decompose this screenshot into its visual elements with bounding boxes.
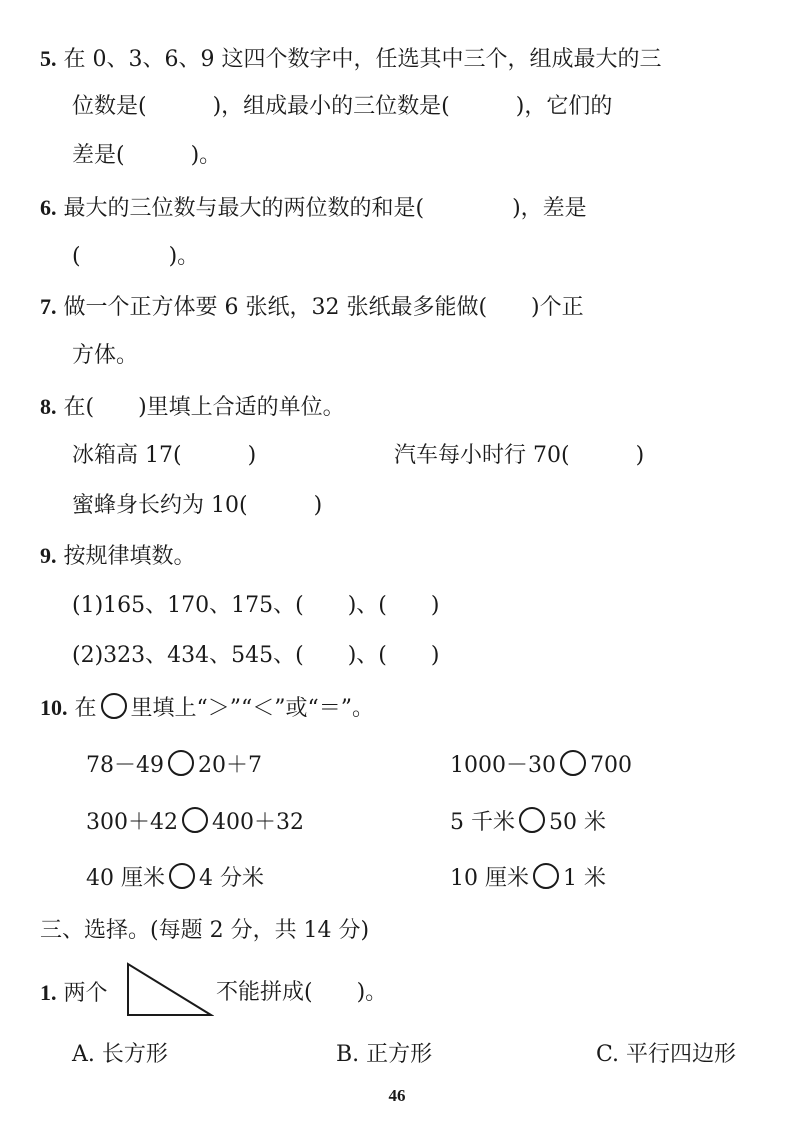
page-number: 46 [388, 1086, 406, 1105]
compare-circle-icon[interactable] [168, 750, 194, 776]
s3-q1-option-b[interactable]: B. 正方形 [336, 1042, 433, 1067]
q10-expr: 5 千米 [450, 810, 515, 835]
compare-circle-icon[interactable] [182, 807, 208, 833]
q10-number: 10. [40, 695, 68, 720]
q9-item-1: (1)165、170、175、( )、( ) [72, 593, 440, 618]
q10-expr: 700 [589, 753, 632, 778]
q7-line2: 方体。 [72, 343, 139, 368]
q10-row-3-left [86, 863, 264, 894]
s3-q1-option-a[interactable]: A. 长方形 [72, 1042, 168, 1067]
q10-expr: 78－49 [86, 753, 164, 778]
q8-item-3: 蜜蜂身长约为 10( ) [72, 493, 323, 518]
q5-line1 [40, 44, 661, 75]
q9-title [40, 541, 196, 572]
compare-circle-icon[interactable] [519, 807, 545, 833]
q10-expr: 10 厘米 [450, 866, 529, 891]
q7-text-1: 做一个正方体要 6 张纸，32 张纸最多能做( )个正 [63, 295, 584, 320]
section-3-title: 三、选择。(每题 2 分，共 14 分) [40, 918, 370, 943]
q8-item-2: 汽车每小时行 70( ) [394, 443, 645, 468]
q6-text-1: 最大的三位数与最大的两位数的和是( )，差是 [63, 196, 587, 221]
s3-q1-number: 1. [40, 980, 57, 1005]
s3-q1-text-after: 不能拼成( )。 [216, 980, 388, 1005]
q8-title-text: 在( )里填上合适的单位。 [63, 395, 345, 420]
q5-line2: 位数是( )，组成最小的三位数是( )，它们的 [72, 94, 613, 119]
q5-text-1: 在 0、3、6、9 这四个数字中，任选其中三个，组成最大的三 [63, 47, 662, 72]
q10-row-1-left [86, 750, 262, 781]
q10-row-3-right [450, 863, 606, 894]
q9-item-2: (2)323、434、545、( )、( ) [72, 643, 440, 668]
q6-line1 [40, 193, 587, 224]
s3-q1-line [40, 978, 108, 1009]
q10-expr: 400＋32 [212, 810, 304, 835]
q7-line1 [40, 292, 584, 323]
q10-title-after: 里填上“＞”“＜”或“＝”。 [130, 696, 374, 721]
q10-title [40, 693, 374, 724]
q10-expr: 40 厘米 [86, 866, 165, 891]
q7-number: 7. [40, 294, 57, 319]
q10-expr: 4 分米 [199, 866, 264, 891]
right-triangle-icon [126, 962, 214, 1018]
q10-row-1-right [450, 750, 632, 781]
q8-title [40, 392, 345, 423]
q9-number: 9. [40, 543, 57, 568]
q10-expr: 1000－30 [450, 753, 556, 778]
q10-expr: 300＋42 [86, 810, 178, 835]
q10-title-before: 在 [74, 696, 97, 721]
q10-row-2-left [86, 807, 304, 838]
q9-title-text: 按规律填数。 [63, 544, 196, 569]
compare-circle-icon [101, 693, 127, 719]
q5-number: 5. [40, 46, 57, 71]
q8-number: 8. [40, 394, 57, 419]
q6-number: 6. [40, 195, 57, 220]
q5-line3: 差是( )。 [72, 143, 222, 168]
q8-item-1: 冰箱高 17( ) [72, 443, 257, 468]
q10-expr: 50 米 [549, 810, 606, 835]
q6-line2: ( )。 [72, 244, 200, 269]
q10-expr: 1 米 [563, 866, 606, 891]
compare-circle-icon[interactable] [560, 750, 586, 776]
compare-circle-icon[interactable] [169, 863, 195, 889]
q10-row-2-right [450, 807, 606, 838]
s3-q1-text-before: 两个 [63, 981, 108, 1006]
compare-circle-icon[interactable] [533, 863, 559, 889]
q10-expr: 20＋7 [198, 753, 262, 778]
s3-q1-option-c[interactable]: C. 平行四边形 [596, 1042, 737, 1067]
